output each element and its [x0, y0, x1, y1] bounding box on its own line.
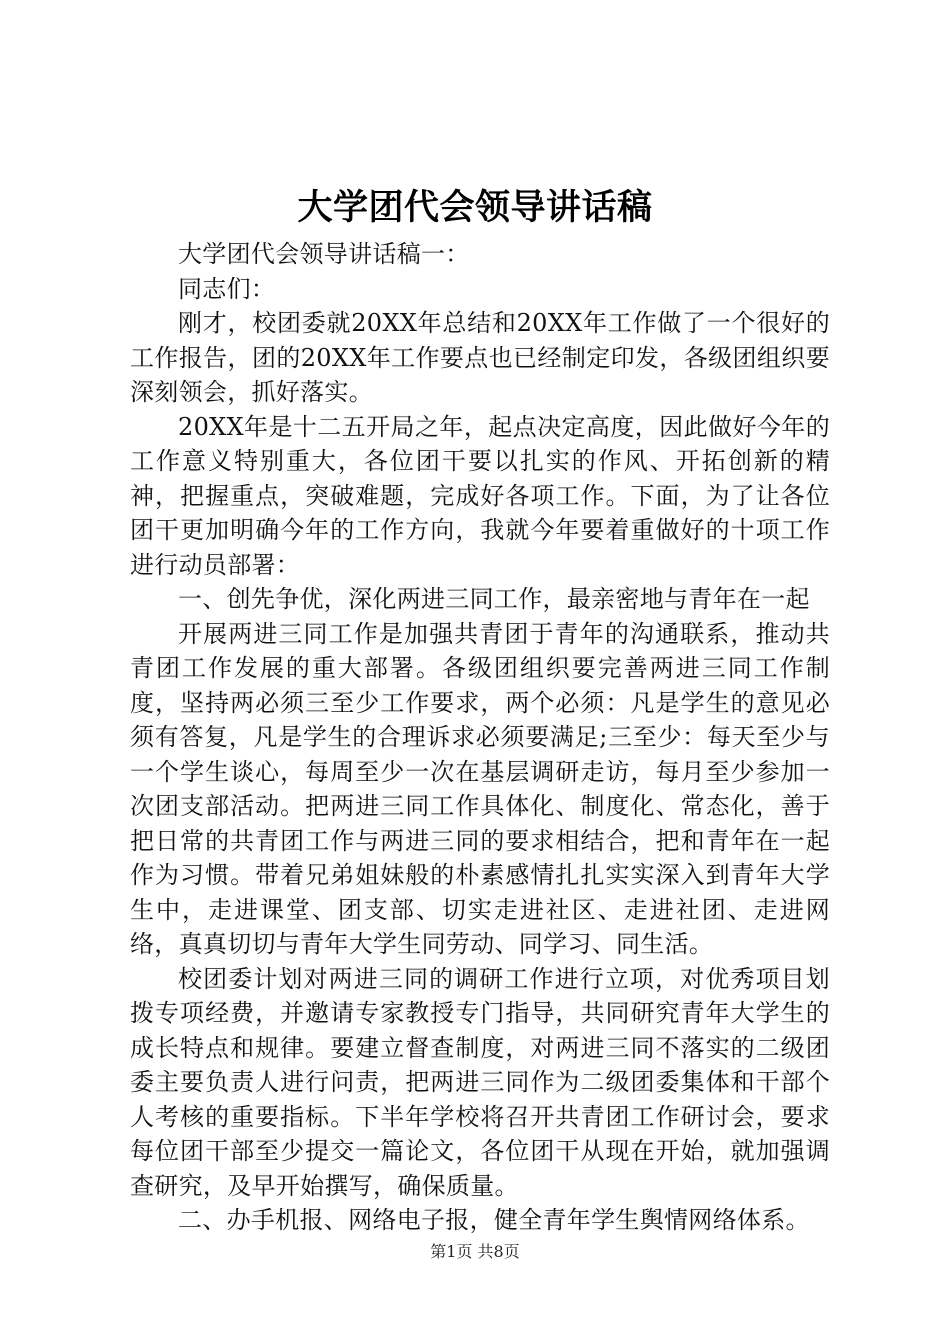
paragraph: 20XX年是十二五开局之年，起点决定高度，因此做好今年的工作意义特别重大，各位团干要以扎实的作风、开拓创新的精神，把握重点，突破难题，完成好各项工作。下面，为了让各位团干更加明确今年的工作方向，我就今年要着重做好的十项工作进行动员部署：: [130, 412, 830, 579]
paragraph-salutation: 同志们：: [178, 274, 276, 303]
paragraph: 校团委计划对两进三同的调研工作进行立项，对优秀项目划拨专项经费，并邀请专家教授专门指导，共同研究青年大学生的成长特点和规律。要建立督查制度，对两进三同不落实的二级团委主要负责人进行问责，把两进三同作为二级团委集体和干部个人考核的重要指标。下半年学校将召开共青团工作研讨会，要求每位团干部至少提交一篇论文，各位团干从现在开始，就加强调查研究，及早开始撰写，确保质量。: [130, 964, 830, 1200]
paragraph: 刚才，校团委就20XX年总结和20XX年工作做了一个很好的工作报告，团的20XX年工作要点也已经制定印发，各级团组织要深刻领会，抓好落实。: [130, 309, 830, 406]
document-title: 大学团代会领导讲话稿: [297, 188, 653, 228]
section-heading: 一、创先争优，深化两进三同工作，最亲密地与青年在一起: [178, 585, 810, 613]
document-body: [130, 237, 830, 1238]
page-number-footer: 第1页 共8页: [430, 1242, 520, 1261]
paragraph-heading: 大学团代会领导讲话稿一：: [178, 240, 470, 268]
paragraph: 开展两进三同工作是加强共青团于青年的沟通联系，推动共青团工作发展的重大部署。各级团组织要完善两进三同工作制度，坚持两必须三至少工作要求，两个必须：凡是学生的意见必须有答复，凡是学生的合理诉求必须要满足;三至少：每天至少与一个学生谈心，每周至少一次在基层调研走访，每月至少参加一次团支部活动。把两进三同工作具体化、制度化、常态化，善于把日常的共青团工作与两进三同的要求相结合，把和青年在一起作为习惯。带着兄弟姐妹般的朴素感情扎扎实实深入到青年大学生中，走进课堂、团支部、切实走进社区、走进社团、走进网络，真真切切与青年大学生同劳动、同学习、同生活。: [130, 619, 830, 958]
section-heading: 二、办手机报、网络电子报，健全青年学生舆情网络体系。: [178, 1206, 810, 1234]
